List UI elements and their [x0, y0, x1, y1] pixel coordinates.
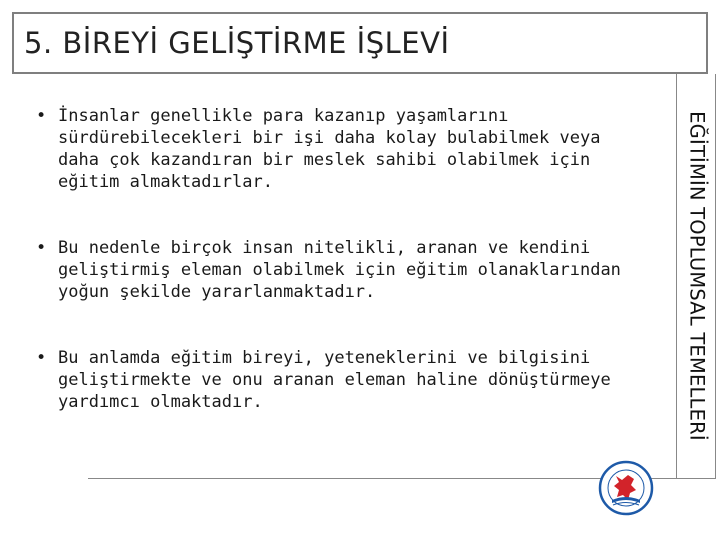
bullet-marker: • — [36, 106, 47, 126]
bullet-item — [36, 105, 636, 193]
side-label: EĞİTİMİN TOPLUMSAL TEMELLERİ — [685, 111, 709, 441]
slide-title: 5. BİREYİ GELİŞTİRME İŞLEVİ — [24, 26, 450, 60]
bullet-item — [36, 237, 636, 303]
side-label-bar — [676, 74, 716, 479]
bullet-text: Bu nedenle birçok insan nitelikli, aranan ve kendini geliştirmiş eleman olabilmek için eğitim olanaklarından yoğun şekilde yararlanmaktadır. — [58, 238, 621, 302]
bullet-marker: • — [36, 238, 47, 258]
bullet-marker: • — [36, 348, 47, 368]
bullet-text: Bu anlamda eğitim bireyi, yeteneklerini ve bilgisini geliştirmekte ve onu aranan eleman haline dönüştürmeye yardımcı olmaktadır. — [58, 348, 611, 412]
slide-title-box — [12, 12, 708, 74]
bullet-text: İnsanlar genellikle para kazanıp yaşamlarını sürdürebilecekleri bir işi daha kolay bulabilmek veya daha çok kazandıran bir meslek sahibi olabilmek için eğitim almaktadırlar. — [58, 106, 601, 192]
slide-content — [36, 105, 636, 413]
university-emblem-icon — [598, 460, 654, 516]
bullet-item — [36, 347, 636, 413]
